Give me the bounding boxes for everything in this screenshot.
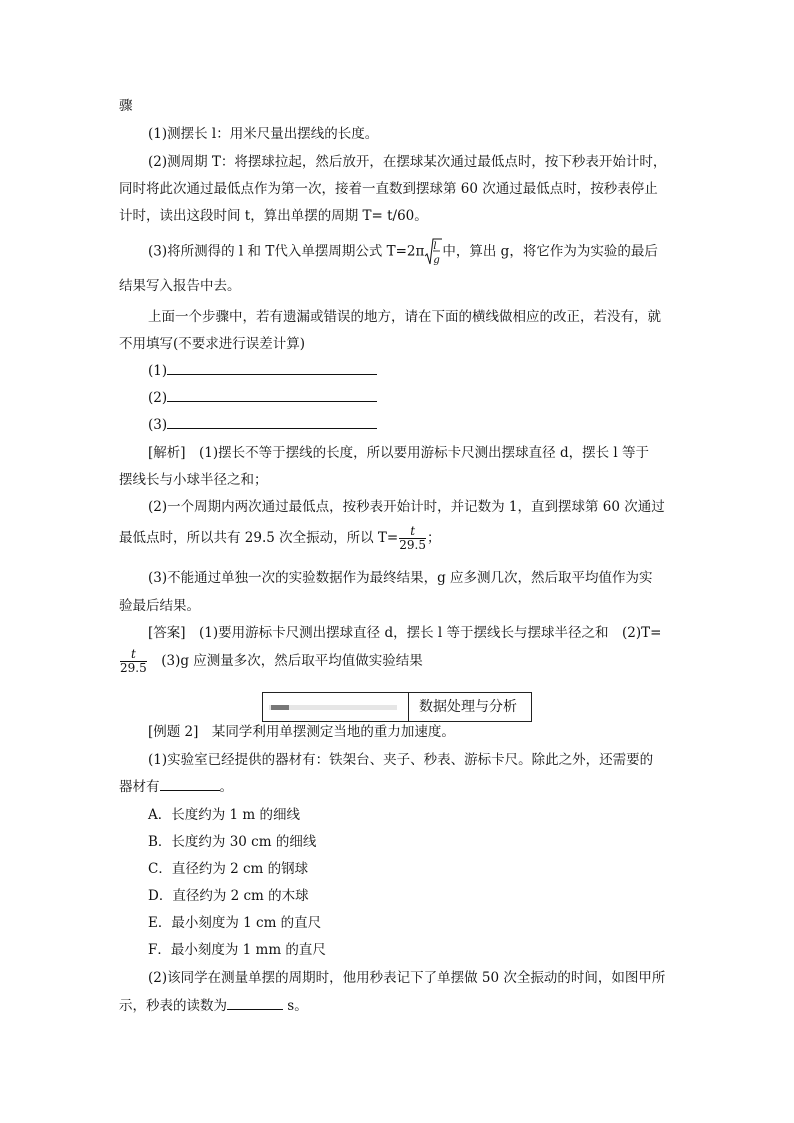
formula-line bbox=[148, 238, 658, 266]
text-line: [解析] (1)摆长不等于摆线的长度，所以要用游标卡尺测出摆球直径 d，摆长 l 等于 bbox=[148, 445, 649, 461]
sqrt-numerator: l bbox=[433, 241, 437, 252]
fraction bbox=[120, 648, 147, 675]
text-line: (2)测周期 T：将摆球拉起，然后放开，在摆球某次通过最低点时，按下秒表开始计时， bbox=[148, 154, 667, 170]
text-segment: 。 bbox=[219, 779, 233, 795]
text-line: (1)测摆长 l：用米尺量出摆线的长度。 bbox=[148, 126, 379, 142]
answer-blank-stopwatch[interactable] bbox=[227, 997, 283, 1010]
answer-blank-2[interactable] bbox=[167, 389, 377, 402]
option-c: C．直径约为 2 cm 的钢球 bbox=[148, 861, 309, 877]
text-line: (3)不能通过单独一次的实验数据作为最终结果，g 应多测几次，然后取平均值作为实 bbox=[148, 570, 653, 586]
text-line: 计时，读出这段时间 t，算出单摆的周期 T= t/60。 bbox=[119, 208, 428, 224]
text-line: 结果写入报告中去。 bbox=[119, 278, 241, 294]
text-line: [例题 2] 某同学利用单摆测定当地的重力加速度。 bbox=[148, 724, 455, 740]
text-segment: (3)g 应测量多次，然后取平均值做实验结果 bbox=[147, 653, 423, 669]
text-line: (2)一个周期内两次通过最低点，按秒表开始计时，并记数为 1，直到摆球第 60 次通过 bbox=[148, 499, 665, 515]
sqrt-formula bbox=[424, 238, 442, 266]
text-segment: 中，算出 g，将它作为为实验的最后 bbox=[442, 243, 658, 260]
fraction-denominator: 29.5 bbox=[399, 538, 426, 552]
text-line: 骤 bbox=[119, 98, 133, 114]
option-a: A．长度约为 1 m 的细线 bbox=[148, 807, 301, 823]
fraction-numerator: t bbox=[130, 647, 136, 661]
fraction bbox=[399, 525, 426, 552]
text-line: 不用填写(不要求进行误差计算) bbox=[119, 336, 306, 352]
answer-blank-equipment[interactable] bbox=[160, 778, 220, 791]
section-title: 数据处理与分析 bbox=[419, 699, 517, 715]
fraction-numerator: t bbox=[410, 524, 416, 538]
text-segment: s。 bbox=[283, 998, 308, 1014]
section-decoration bbox=[263, 693, 409, 721]
text-line: (1)实验室已经提供的器材有：铁架台、夹子、秒表、游标卡尺。除此之外，还需要的 bbox=[148, 752, 654, 768]
text-line: 同时将此次通过最低点作为第一次，接着一直数到摆球第 60 次通过最低点时，按秒表停止 bbox=[119, 181, 658, 197]
sqrt-denominator: g bbox=[433, 255, 440, 266]
formula-line bbox=[119, 525, 440, 552]
formula-line bbox=[119, 777, 233, 797]
section-header-box bbox=[262, 692, 532, 722]
text-segment: 示，秒表的读数为 bbox=[119, 998, 227, 1014]
blank-label: (3) bbox=[148, 417, 168, 433]
fraction-denominator: 29.5 bbox=[120, 661, 147, 675]
text-segment: ； bbox=[426, 530, 441, 546]
option-d: D．直径约为 2 cm 的木球 bbox=[148, 888, 309, 904]
text-line: 验最后结果。 bbox=[119, 598, 200, 614]
answer-blank-row bbox=[148, 388, 377, 408]
answer-blank-row bbox=[148, 415, 377, 435]
answer-blank-3[interactable] bbox=[167, 416, 377, 429]
option-e: E．最小刻度为 1 cm 的直尺 bbox=[148, 915, 322, 931]
text-segment: 最低点时，所以共有 29.5 次全振动，所以 T= bbox=[119, 530, 399, 546]
text-line: 上面一个步骤中，若有遗漏或错误的地方，请在下面的横线做相应的改正，若没有，就 bbox=[148, 309, 661, 325]
text-segment: 器材有 bbox=[119, 779, 160, 795]
answer-blank-1[interactable] bbox=[167, 362, 377, 375]
text-line: (2)该同学在测量单摆的周期时，他用秒表记下了单摆做 50 次全振动的时间，如图甲所 bbox=[148, 970, 666, 986]
blank-label: (2) bbox=[148, 390, 168, 406]
option-f: F．最小刻度为 1 mm 的直尺 bbox=[148, 942, 326, 958]
text-line: 摆线长与小球半径之和； bbox=[119, 472, 268, 488]
text-segment: (3)将所测得的 l 和 T代入单摆周期公式 T=2π bbox=[148, 243, 425, 260]
blank-label: (1) bbox=[148, 363, 168, 379]
option-b: B．长度约为 30 cm 的细线 bbox=[148, 834, 317, 850]
answer-blank-row bbox=[148, 361, 377, 381]
text-line: [答案] (1)要用游标卡尺测出摆球直径 d，摆长 l 等于摆线长与摆球半径之和 (2)T= bbox=[148, 625, 662, 641]
formula-line bbox=[119, 648, 423, 675]
formula-line bbox=[119, 996, 308, 1016]
